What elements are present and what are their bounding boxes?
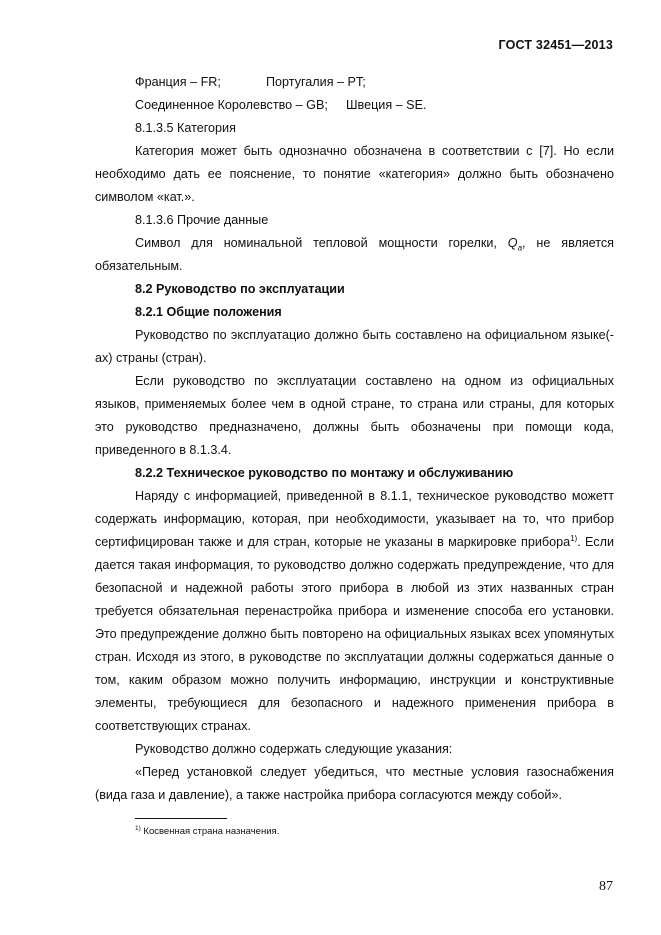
country-code-pt: Португалия – PT; bbox=[266, 75, 366, 89]
standard-header: ГОСТ 32451—2013 bbox=[498, 38, 613, 52]
power-symbol: Q bbox=[507, 236, 518, 250]
footnote-marker: 1) bbox=[135, 824, 141, 832]
paragraph-technical-manual bbox=[95, 485, 614, 738]
country-codes-row bbox=[95, 94, 614, 117]
paragraph-warning-quote: «Перед установкой следует убедиться, что местные условия газоснабжения (вида газа и давление), а также настройка прибора согласуются между собой». bbox=[95, 765, 614, 802]
paragraph-general-2: Если руководство по эксплуатации составлено на одном из официальных языков, применяемых более чем в одной стране, то страна или страны, для которых это руководство предназначено, должны быть обозначены при помощи кода, приведенного в 8.1.3.4. bbox=[95, 374, 614, 457]
footnote bbox=[135, 826, 279, 838]
country-code-fr: Франция – FR; bbox=[135, 75, 221, 89]
country-code-gb: Соединенное Королевство – GB; bbox=[135, 98, 328, 112]
other-data-text-b: , не является обязательным. bbox=[95, 236, 614, 273]
section-heading-8-2-2: 8.2.2 Техническое руководство по монтажу и обслуживанию bbox=[135, 466, 514, 480]
document-body bbox=[95, 71, 614, 807]
paragraph-other-data bbox=[95, 232, 614, 278]
paragraph-instructions-intro: Руководство должно содержать следующие указания: bbox=[135, 742, 453, 756]
other-data-text-a: Символ для номинальной тепловой мощности горелки, bbox=[135, 236, 508, 250]
power-symbol-subscript: a bbox=[517, 243, 523, 253]
footnote-text: Косвенная страна назначения. bbox=[140, 826, 280, 837]
technical-manual-text-a: Наряду с информацией, приведенной в 8.1.1, техническое руководство можетт содержать информацию, которая, при необходимости, указывает на то, что прибор сертифицирован также и для стран, которые не указаны в маркировке прибора bbox=[95, 489, 614, 549]
section-heading-8-2: 8.2 Руководство по эксплуатации bbox=[135, 282, 345, 296]
paragraph-general-1: Руководство по эксплуатацио должно быть составлено на официальном языке(-ах) страны (стран). bbox=[95, 328, 614, 365]
paragraph-category: Категория может быть однозначно обозначена в соответствии с [7]. Но если необходимо дать ее пояснение, то понятие «категория» должно быть обозначено символом «кат.». bbox=[95, 144, 614, 204]
footnote-reference: 1) bbox=[570, 533, 578, 543]
section-heading-8-1-3-5: 8.1.3.5 Категория bbox=[135, 121, 236, 135]
section-heading-8-2-1: 8.2.1 Общие положения bbox=[135, 305, 282, 319]
page-number: 87 bbox=[599, 879, 613, 894]
technical-manual-text-b: . Если дается такая информация, то руководство должно содержать предупреждение, что для безопасной и надежной работы этого прибора в любой из этих названных стран требуется обязательная перенастройка прибора и изменение способа его установки. Это предупреждение должно быть повторено на официальных языках всех упомянутых стран. Исходя из этого, в руководстве по эксплуатации должны содержаться данные о том, каким образом можно получить информацию, инструкции и конструктивные элементы, требующиеся для безопасного и надежного применения прибора в соответствующих странах. bbox=[95, 535, 614, 733]
footnote-divider bbox=[135, 818, 227, 819]
country-code-se: Швеция – SE. bbox=[346, 98, 427, 112]
country-codes-row bbox=[95, 71, 614, 94]
section-heading-8-1-3-6: 8.1.3.6 Прочие данные bbox=[135, 213, 269, 227]
